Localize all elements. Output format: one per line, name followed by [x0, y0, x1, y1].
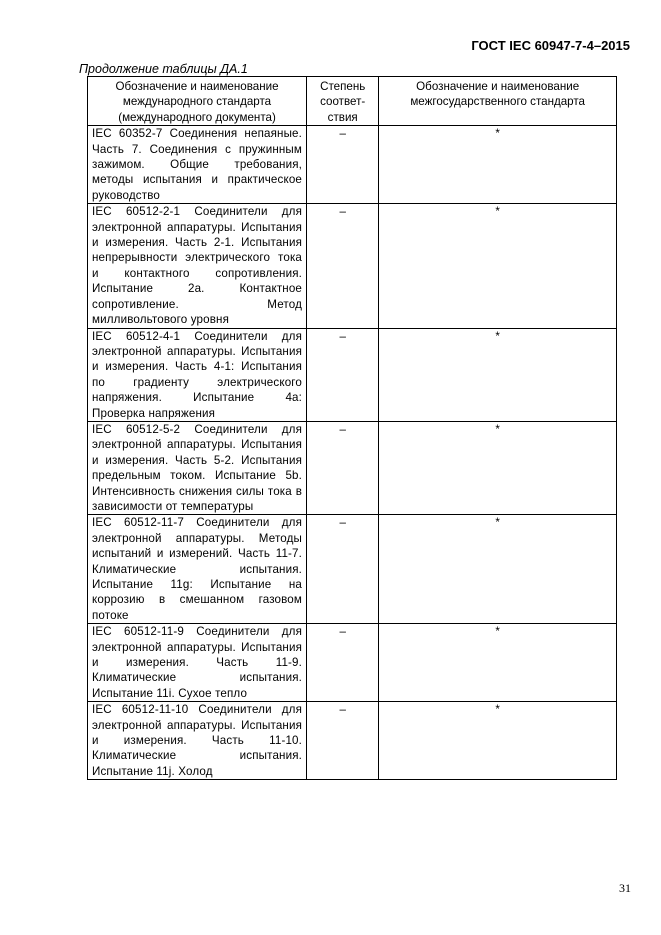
interstate-standard-cell: *: [379, 624, 617, 702]
table-row: [88, 328, 617, 421]
degree-cell: –: [307, 624, 379, 702]
international-standard-cell: IEC 60512-4-1 Соединители для электронной аппаратуры. Испытания и измерения. Часть 4-1: Испытания по градиенту электрического напряжения. Испытание 4а: Проверка напряжения: [88, 328, 307, 421]
interstate-standard-cell: *: [379, 126, 617, 204]
table-caption: Продолжение таблицы ДА.1: [79, 62, 248, 76]
interstate-standard-cell: *: [379, 421, 617, 514]
international-standard-cell: IEC 60512-2-1 Соединители для электронной аппаратуры. Испытания и измерения. Часть 2-1. Испытания непрерывности электрического тока и контактного сопротивления. Испытание 2а. Контактное сопротивление. Метод милливольтового уровня: [88, 204, 307, 328]
international-standard-cell: IEC 60512-5-2 Соединители для электронной аппаратуры. Испытания и измерения. Часть 5-2. Испытания предельным током. Испытание 5b. Интенсивность снижения силы тока в зависимости от температуры: [88, 421, 307, 514]
table-row: [88, 702, 617, 780]
document-code: ГОСТ IEC 60947-7-4–2015: [471, 38, 630, 53]
page-number: 31: [619, 881, 631, 895]
international-standard-cell: IEC 60512-11-10 Соединители для электронной аппаратуры. Испытания и измерения. Часть 11-10. Климатические испытания. Испытание 11j. Холод: [88, 702, 307, 780]
interstate-standard-cell: *: [379, 204, 617, 328]
international-standard-cell: IEC 60512-11-9 Соединители для электронной аппаратуры. Испытания и измерения. Часть 11-9. Климатические испытания. Испытание 11i. Сухое тепло: [88, 624, 307, 702]
interstate-standard-cell: *: [379, 515, 617, 624]
degree-cell: –: [307, 702, 379, 780]
degree-cell: –: [307, 515, 379, 624]
table-row: [88, 126, 617, 204]
table-row: [88, 421, 617, 514]
international-standard-cell: IEC 60352-7 Соединения непаяные. Часть 7. Соединения с пружинным зажимом. Общие требования, методы испытания и практическое руководство: [88, 126, 307, 204]
international-standard-cell: IEC 60512-11-7 Соединители для электронной аппаратуры. Методы испытаний и измерений. Часть 11-7. Климатические испытания. Испытание 11g: Испытание на коррозию в смешанном газовом потоке: [88, 515, 307, 624]
degree-cell: –: [307, 328, 379, 421]
interstate-standard-cell: *: [379, 702, 617, 780]
table-row: [88, 515, 617, 624]
table-row: [88, 624, 617, 702]
table-row: [88, 204, 617, 328]
degree-cell: –: [307, 126, 379, 204]
column-header-international: Обозначение и наименование международного стандарта (международного документа): [88, 77, 307, 126]
standards-table: [87, 76, 617, 780]
degree-cell: –: [307, 204, 379, 328]
table-header-row: [88, 77, 617, 126]
degree-cell: –: [307, 421, 379, 514]
interstate-standard-cell: *: [379, 328, 617, 421]
column-header-degree: Степень соответ-ствия: [307, 77, 379, 126]
column-header-interstate: Обозначение и наименование межгосударственного стандарта: [379, 77, 617, 126]
